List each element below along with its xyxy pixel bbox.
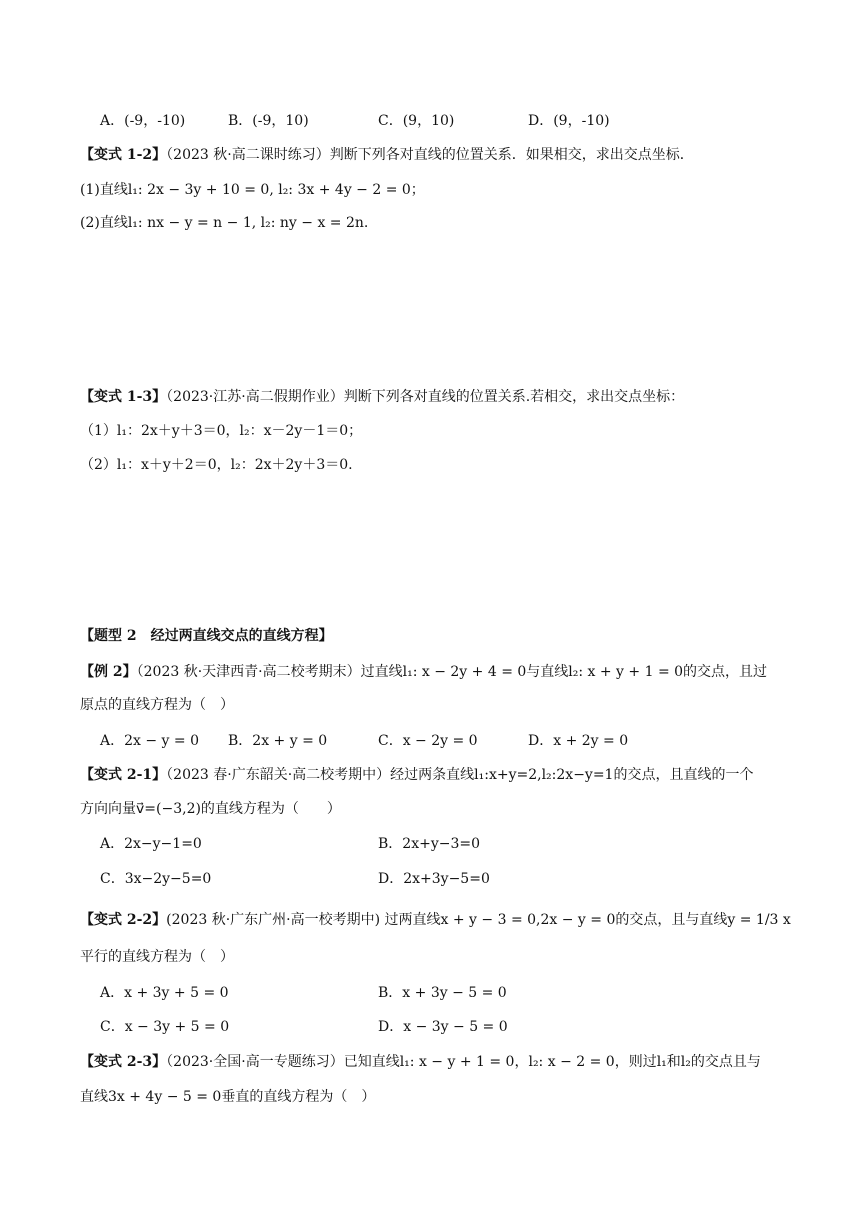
- variant-tag: 【变式 1-3】: [80, 389, 167, 405]
- variant-2-1-stem-cont: 方向向量v⃗=(−3,2)的直线方程为（ ）: [80, 801, 341, 817]
- section-heading: 【题型 2 经过两直线交点的直线方程】: [80, 628, 333, 644]
- option-c: C．x − 3y + 5 = 0: [100, 1019, 230, 1035]
- option-c: C．(9，10): [378, 113, 455, 129]
- variant-2-3-stem-cont: 直线3x + 4y − 5 = 0垂直的直线方程为（ ）: [80, 1089, 376, 1105]
- variant-1-2-part-1: (1)直线l₁: 2x − 3y + 10 = 0, l₂: 3x + 4y − 2 = 0；: [80, 182, 425, 198]
- option-d: D．x + 2y = 0: [528, 733, 629, 749]
- option-a: A．(-9，-10): [100, 113, 186, 129]
- example-2-stem-cont: 原点的直线方程为（ ）: [80, 697, 234, 713]
- option-c: C．x − 2y = 0: [378, 733, 478, 749]
- variant-2-1-stem: [80, 765, 753, 785]
- variant-2-3-stem: [80, 1052, 761, 1072]
- option-b: B．2x+y−3=0: [378, 836, 481, 852]
- variant-1-3-part-1: （1）l₁：2x＋y＋3＝0，l₂：x－2y－1＝0；: [80, 423, 363, 439]
- variant-tag: 【变式 1-2】: [80, 147, 167, 163]
- variant-text: （2023 秋·高二课时练习）判断下列各对直线的位置关系．如果相交，求出交点坐标．: [166, 147, 694, 163]
- variant-text: （2023·江苏·高二假期作业）判断下列各对直线的位置关系.若相交，求出交点坐标：: [166, 389, 685, 405]
- option-d: D．2x+3y−5=0: [378, 871, 490, 887]
- example-2-stem: [80, 662, 767, 682]
- option-a: A．x + 3y + 5 = 0: [100, 985, 229, 1001]
- variant-tag: 【变式 2-1】: [80, 767, 167, 783]
- option-a: A．2x−y−1=0: [100, 836, 202, 852]
- variant-1-2-part-2: (2)直线l₁: nx − y = n − 1, l₂: ny − x = 2n.: [80, 215, 369, 231]
- variant-2-2-stem-cont: 平行的直线方程为（ ）: [80, 949, 234, 965]
- option-b: B．(-9，10): [228, 113, 309, 129]
- option-d: D．x − 3y − 5 = 0: [378, 1019, 508, 1035]
- variant-1-3-stem: [80, 387, 684, 407]
- option-b: B．x + 3y − 5 = 0: [378, 985, 507, 1001]
- variant-text: (2023 秋·广东广州·高一校考期中) 过两直线x + y − 3 = 0,2x − y = 0的交点，且与直线y = 1/3 x: [166, 912, 791, 928]
- variant-1-3-part-2: （2）l₁：x＋y＋2＝0，l₂：2x＋2y＋3＝0.: [80, 457, 353, 473]
- variant-text: （2023 春·广东韶关·高二校考期中）经过两条直线l₁:x+y=2,l₂:2x−y=1的交点，且直线的一个: [166, 767, 754, 783]
- option-c: C．3x−2y−5=0: [100, 871, 212, 887]
- variant-1-2-stem: [80, 145, 694, 165]
- variant-2-2-stem: [80, 910, 791, 930]
- variant-tag: 【变式 2-3】: [80, 1054, 167, 1070]
- option-a: A．2x − y = 0: [100, 733, 199, 749]
- example-tag: 【例 2】: [80, 664, 137, 680]
- variant-tag: 【变式 2-2】: [80, 912, 167, 928]
- option-b: B．2x + y = 0: [228, 733, 328, 749]
- variant-text: （2023·全国·高一专题练习）已知直线l₁: x − y + 1 = 0，l₂: x − 2 = 0，则过l₁和l₂的交点且与: [166, 1054, 761, 1070]
- example-text: （2023 秋·天津西青·高二校考期末）过直线l₁: x − 2y + 4 = 0与直线l₂: x + y + 1 = 0的交点，且过: [136, 664, 768, 680]
- option-d: D．(9，-10): [528, 113, 610, 129]
